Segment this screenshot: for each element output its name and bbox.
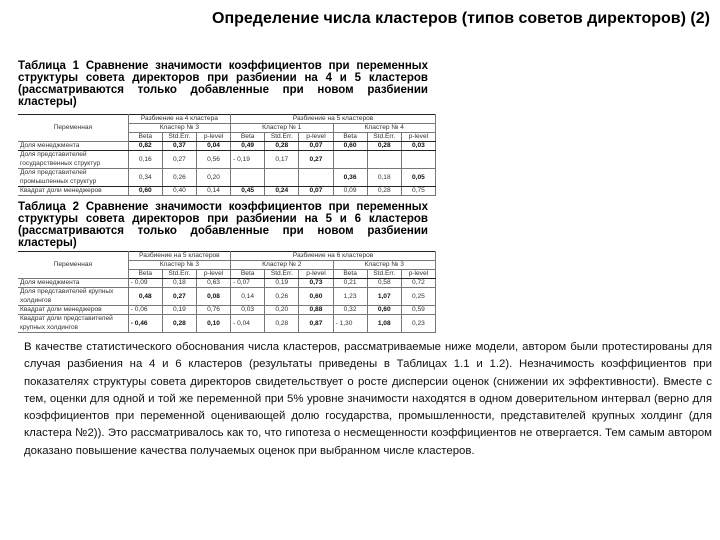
cell: 0,60 — [367, 306, 401, 315]
stat-header: Std.Err. — [162, 133, 196, 142]
cell: 0,19 — [162, 306, 196, 315]
table1-group-header: Разбиение на 5 кластеров — [231, 115, 436, 124]
cell: 0,07 — [299, 187, 333, 196]
cell — [265, 169, 299, 187]
table1-cluster-header: Кластер № 3 — [128, 124, 230, 133]
cell: 0,18 — [367, 169, 401, 187]
cell: 0,27 — [162, 151, 196, 169]
cell: 0,76 — [196, 306, 230, 315]
table-row — [18, 169, 436, 187]
row-label: Доля менеджмента — [18, 279, 128, 288]
stat-header: Beta — [333, 133, 367, 142]
table2-caption: Таблица 2 Сравнение значимости коэффициентов при переменных структуры совета директоров при разбиении на 5 и 6 кластеров (рассматриваются только добавленные при новом разбиении кластеры) — [18, 201, 428, 249]
cell: 0,07 — [299, 142, 333, 151]
cell: 0,87 — [299, 315, 333, 333]
stat-header: p-level — [299, 270, 333, 279]
stat-header: p-level — [196, 133, 230, 142]
cell: 0,20 — [196, 169, 230, 187]
cell: 0,58 — [367, 279, 401, 288]
cell — [401, 151, 435, 169]
table-row — [18, 151, 436, 169]
cell: 0,08 — [196, 288, 230, 306]
table-row — [18, 187, 436, 196]
cell: 0,21 — [333, 279, 367, 288]
table1-caption: Таблица 1 Сравнение значимости коэффициентов при переменных структуры совета директоров при разбиении на 4 и 5 кластеров (рассматриваются только добавленные при новом разбиении кластеры) — [18, 60, 428, 108]
cell: 0,16 — [128, 151, 162, 169]
stat-header: Beta — [231, 133, 265, 142]
cell: 0,32 — [333, 306, 367, 315]
cell: 0,45 — [231, 187, 265, 196]
cell: 0,28 — [265, 142, 299, 151]
cell: 0,27 — [299, 151, 333, 169]
cell: 0,73 — [299, 279, 333, 288]
cell: - 0,04 — [231, 315, 265, 333]
stat-header: Std.Err. — [367, 133, 401, 142]
cell: - 0,07 — [231, 279, 265, 288]
cell: 0,19 — [265, 279, 299, 288]
table2-group-header: Разбиение на 5 кластеров — [128, 252, 230, 261]
table-row — [18, 315, 436, 333]
cell: 0,56 — [196, 151, 230, 169]
cell: 0,59 — [401, 306, 435, 315]
cell: 0,10 — [196, 315, 230, 333]
cell: 0,60 — [128, 187, 162, 196]
table-row — [18, 279, 436, 288]
row-label: Доля менеджмента — [18, 142, 128, 151]
cell: 1,08 — [367, 315, 401, 333]
cell: 0,26 — [162, 169, 196, 187]
cell: 0,25 — [401, 288, 435, 306]
cell: - 1,30 — [333, 315, 367, 333]
table1-cluster-header: Кластер № 1 — [231, 124, 333, 133]
cell: 0,14 — [231, 288, 265, 306]
cell: 0,23 — [401, 315, 435, 333]
row-label: Доля представителей крупных холдингов — [18, 288, 128, 306]
cell: 0,40 — [162, 187, 196, 196]
cell: 0,28 — [265, 315, 299, 333]
cell: 0,82 — [128, 142, 162, 151]
table-row — [18, 288, 436, 306]
table2-cluster-header: Кластер № 3 — [128, 261, 230, 270]
stat-header: p-level — [401, 270, 435, 279]
cell: 1,07 — [367, 288, 401, 306]
stat-header: p-level — [299, 133, 333, 142]
table1-group-header: Разбиение на 4 кластера — [128, 115, 230, 124]
stat-header: Std.Err. — [265, 270, 299, 279]
table2-cluster-header: Кластер № 2 — [231, 261, 333, 270]
row-label: Квадрат доли менеджеров — [18, 187, 128, 196]
cell: - 0,09 — [128, 279, 162, 288]
cell: 0,20 — [265, 306, 299, 315]
table2-cluster-header: Кластер № 3 — [333, 261, 435, 270]
cell: 0,27 — [162, 288, 196, 306]
table2-group-header: Разбиение на 6 кластеров — [231, 252, 436, 261]
table1-var-header: Переменная — [18, 115, 128, 142]
cell: 0,04 — [196, 142, 230, 151]
table-row — [18, 306, 436, 315]
cell: 0,09 — [333, 187, 367, 196]
row-label: Доля представителей государственных структур — [18, 151, 128, 169]
stat-header: Std.Err. — [367, 270, 401, 279]
stat-header: Beta — [128, 133, 162, 142]
cell — [367, 151, 401, 169]
table2-var-header: Переменная — [18, 252, 128, 279]
body-paragraph: В качестве статистического обоснования числа кластеров, рассматриваемые ниже модели, автором были протестированы для случая разбиения на 4 и 6 кластеров (результаты приведены в Таблицах 1.1 и 1.2). Незначимость коэффициентов при показателях структуры совета директоров свидетельствует о росте дисперсии оценок (снижении их эффективности). Вместе с тем, оценки для одной и той же переменной при 5% уровне значимости находятся в одном доверительном интервал (верно для коэффициентов при переменной оценивающей долю государства, промышленности, представителей крупных холдинг (для кластера №2)). Это рассматривалось как то, что гипотеза о несмещенности коэффициентов не отвергается. Тем самым автором доказано повышение качества получаемых оценок при выбранном числе кластеров. — [24, 341, 712, 457]
cell: - 0,46 — [128, 315, 162, 333]
table1-cluster-header: Кластер № 4 — [333, 124, 435, 133]
cell: - 0,19 — [231, 151, 265, 169]
stat-header: p-level — [401, 133, 435, 142]
stat-header: Std.Err. — [162, 270, 196, 279]
cell: 0,24 — [265, 187, 299, 196]
cell: 0,49 — [231, 142, 265, 151]
table1 — [18, 114, 436, 196]
row-label: Квадрат доли представителей крупных холдингов — [18, 315, 128, 333]
cell: 0,88 — [299, 306, 333, 315]
cell: 0,05 — [401, 169, 435, 187]
cell: 0,72 — [401, 279, 435, 288]
cell: 0,14 — [196, 187, 230, 196]
cell: 0,28 — [367, 187, 401, 196]
cell: 0,26 — [265, 288, 299, 306]
cell: 0,75 — [401, 187, 435, 196]
stat-header: p-level — [196, 270, 230, 279]
cell: - 0,06 — [128, 306, 162, 315]
stat-header: Beta — [231, 270, 265, 279]
cell: 0,34 — [128, 169, 162, 187]
cell — [333, 151, 367, 169]
cell: 0,28 — [162, 315, 196, 333]
cell: 0,18 — [162, 279, 196, 288]
row-label: Доля представителей промышленных структур — [18, 169, 128, 187]
cell — [231, 169, 265, 187]
row-label: Квадрат доли менеджеров — [18, 306, 128, 315]
table2 — [18, 251, 436, 333]
cell: 0,03 — [231, 306, 265, 315]
cell: 0,17 — [265, 151, 299, 169]
cell: 0,37 — [162, 142, 196, 151]
cell: 0,60 — [299, 288, 333, 306]
cell: 0,60 — [333, 142, 367, 151]
stat-header: Beta — [128, 270, 162, 279]
cell: 0,48 — [128, 288, 162, 306]
table-row — [18, 142, 436, 151]
cell: 0,28 — [367, 142, 401, 151]
cell: 0,36 — [333, 169, 367, 187]
stat-header: Std.Err. — [265, 133, 299, 142]
cell: 1,23 — [333, 288, 367, 306]
stat-header: Beta — [333, 270, 367, 279]
cell — [299, 169, 333, 187]
cell: 0,03 — [401, 142, 435, 151]
cell: 0,63 — [196, 279, 230, 288]
slide-title: Определение числа кластеров (типов советов директоров) (2) — [212, 10, 710, 27]
